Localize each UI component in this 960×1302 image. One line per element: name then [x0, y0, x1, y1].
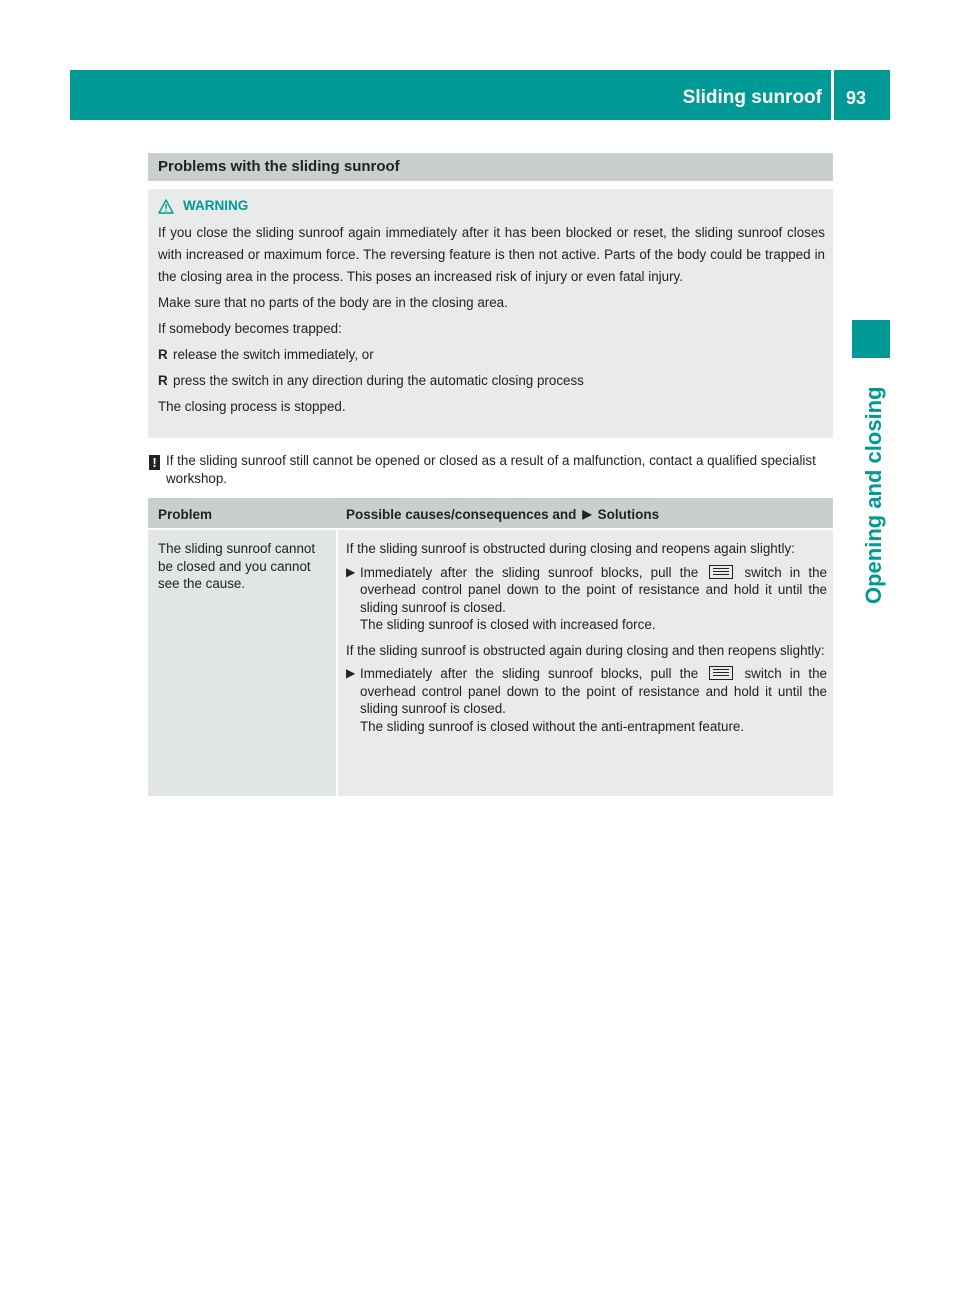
step-result: The sliding sunroof is closed with increased force. [360, 617, 656, 632]
step-text-before: Immediately after the sliding sunroof blocks, pull the [360, 564, 699, 580]
sunroof-switch-icon [709, 666, 733, 680]
warning-instruction: Make sure that no parts of the body are in the closing area. [158, 295, 508, 310]
warning-triangle-icon [158, 199, 174, 214]
play-arrow-icon: ▶ [582, 507, 592, 521]
step-text-after: switch in the overhead control panel down to the point of resistance and hold it until the sliding sunroof is closed. [360, 666, 827, 716]
solutions-label: Solutions [597, 507, 660, 522]
chapter-tab [852, 364, 890, 654]
page-number: 93 [845, 88, 867, 108]
sunroof-switch-icon [709, 565, 733, 579]
cause-text: If the sliding sunroof is obstructed again during closing and then reopens slightly: [346, 642, 825, 658]
cause-text: If the sliding sunroof is obstructed during closing and reopens again slightly: [346, 541, 795, 556]
warning-trapped: If somebody becomes trapped: [158, 321, 342, 336]
column-header-causes [338, 498, 833, 528]
warning-box [148, 189, 833, 438]
step-text-before: Immediately after the sliding sunroof blocks, pull the [360, 666, 699, 681]
play-arrow-icon: ▶ [346, 564, 356, 579]
play-arrow-icon: ▶ [346, 666, 356, 680]
bullet-icon: R [158, 373, 168, 388]
page-header-title: Sliding sunroof [682, 87, 822, 108]
table-header [148, 498, 833, 528]
bullet-text: press the switch in any direction during the automatic closing process [173, 373, 584, 388]
warning-result: The closing process is stopped. [158, 399, 346, 414]
header-divider [831, 70, 834, 120]
causes-label: Possible causes/consequences and [346, 507, 577, 522]
bullet-icon: R [158, 347, 168, 362]
warning-label: WARNING [183, 198, 249, 213]
step-text [360, 564, 827, 634]
list-item [158, 344, 825, 366]
column-header-problem: Problem [158, 507, 213, 522]
warning-heading [158, 195, 825, 217]
chapter-tab-label: Opening and closing [861, 386, 886, 604]
warning-paragraph: If you close the sliding sunroof again immediately after it has been blocked or reset, the sliding sunroof closes with increased or maximum force. The reversing feature is then not active. Parts of the body could be trapped in the closing area in the process. This poses an increased risk of injury or even fatal injury. [158, 225, 825, 284]
problem-table [148, 498, 833, 796]
note-text: If the sliding sunroof still cannot be opened or closed as a result of a malfunction, contact a qualified specialist workshop. [166, 453, 816, 486]
chapter-marker [852, 320, 890, 358]
list-item [158, 370, 825, 392]
note [148, 452, 833, 488]
problem-cell: The sliding sunroof cannot be closed and you cannot see the cause. [148, 530, 336, 796]
step-result: The sliding sunroof is closed without the anti-entrapment feature. [360, 718, 745, 734]
instruction-step [346, 665, 827, 735]
instruction-step [346, 564, 827, 634]
step-text [360, 665, 827, 735]
bullet-text: release the switch immediately, or [173, 347, 374, 362]
step-text-after: switch in the overhead control panel down to the point of resistance and hold it until the sliding sunroof is closed. [360, 564, 827, 615]
section-title: Problems with the sliding sunroof [148, 153, 833, 181]
exclamation-icon: ! [149, 455, 160, 470]
solution-cell [338, 530, 833, 796]
table-row [148, 530, 833, 796]
